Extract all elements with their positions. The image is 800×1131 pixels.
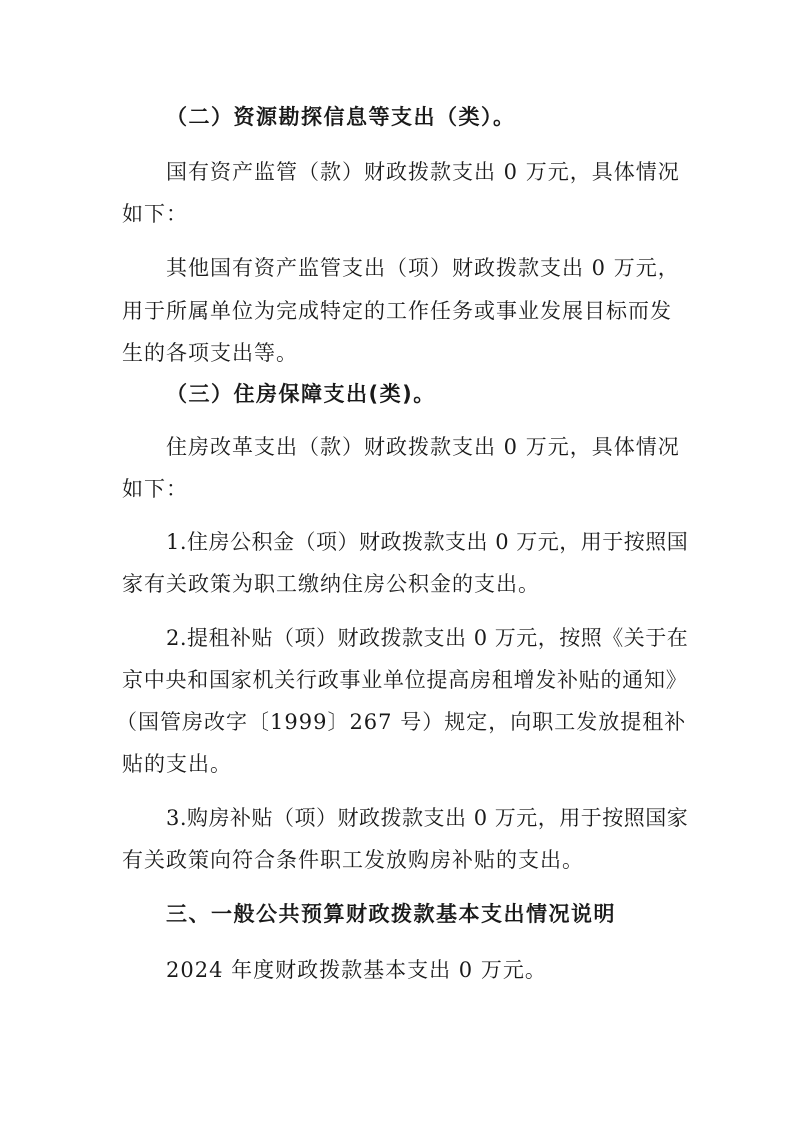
section-heading-2: （二）资源勘探信息等支出（类）。 bbox=[166, 105, 516, 129]
paragraph-line: 如下： bbox=[122, 477, 188, 501]
section-heading-3: （三）住房保障支出(类)。 bbox=[166, 382, 436, 406]
part-heading-3: 三、一般公共预算财政拨款基本支出情况说明 bbox=[166, 902, 616, 926]
list-item-line: 贴的支出。 bbox=[122, 752, 232, 776]
paragraph-line: 国有资产监管（款）财政拨款支出 0 万元，具体情况 bbox=[166, 160, 680, 184]
paragraph-line: 如下： bbox=[122, 202, 188, 226]
paragraph-line: 用于所属单位为完成特定的工作任务或事业发展目标而发 bbox=[122, 299, 672, 323]
list-item-line: （国管房改字〔1999〕267 号）规定，向职工发放提租补 bbox=[116, 710, 687, 734]
list-item-line: 有关政策向符合条件职工发放购房补贴的支出。 bbox=[122, 848, 584, 872]
list-item-line: 1.住房公积金（项）财政拨款支出 0 万元，用于按照国 bbox=[166, 530, 689, 554]
list-item-line: 2.提租补贴（项）财政拨款支出 0 万元，按照《关于在 bbox=[166, 626, 689, 650]
list-item-line: 家有关政策为职工缴纳住房公积金的支出。 bbox=[122, 572, 540, 596]
list-item-line: 京中央和国家机关行政事业单位提高房租增发补贴的通知》 bbox=[122, 668, 688, 692]
list-item-line: 3.购房补贴（项）财政拨款支出 0 万元，用于按照国家 bbox=[166, 806, 689, 830]
paragraph-line: 2024 年度财政拨款基本支出 0 万元。 bbox=[166, 958, 547, 982]
paragraph-line: 生的各项支出等。 bbox=[122, 341, 298, 365]
paragraph-line: 住房改革支出（款）财政拨款支出 0 万元，具体情况 bbox=[166, 435, 680, 459]
paragraph-line: 其他国有资产监管支出（项）财政拨款支出 0 万元， bbox=[166, 256, 680, 280]
